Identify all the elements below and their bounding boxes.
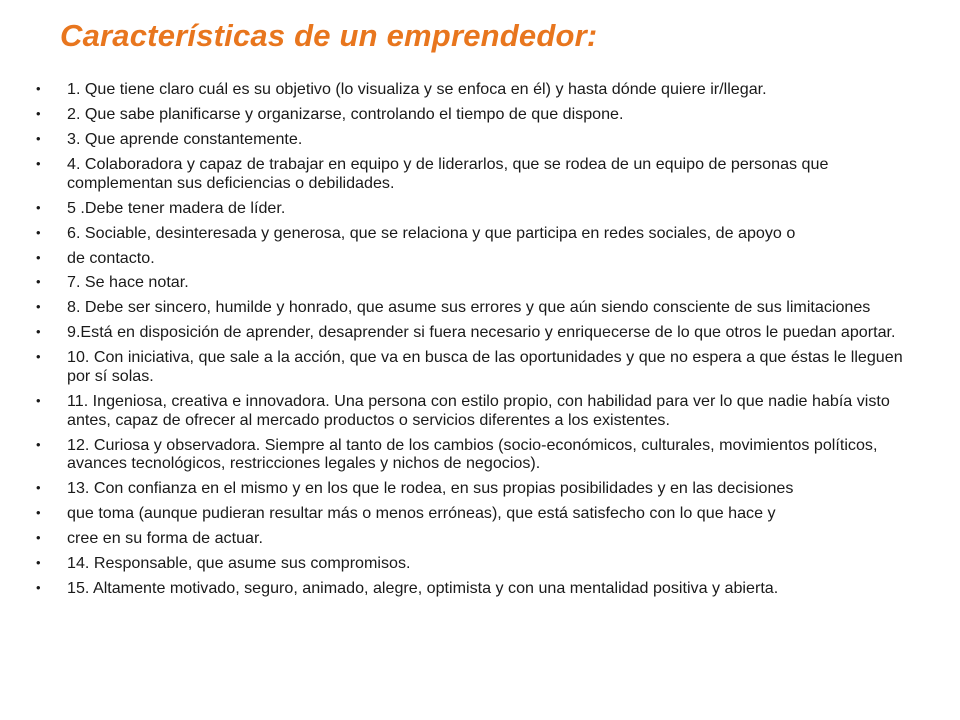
bullet-list [36,80,916,604]
bullet-text: 10. Con iniciativa, que sale a la acción, que va en busca de las oportunidades y que no espera a que éstas le lleguen por sí solas. [67,348,903,386]
bullet-item [36,529,916,548]
slide-title: Características de un emprendedor: [60,18,598,53]
bullet-text: 6. Sociable, desinteresada y generosa, que se relaciona y que participa en redes sociales, de apoyo o [67,223,796,242]
bullet-text: 4. Colaboradora y capaz de trabajar en equipo y de liderarlos, que se rodea de un equipo de personas que complementan sus deficiencias o debilidades. [67,154,829,192]
bullet-text: 5 .Debe tener madera de líder. [67,198,286,217]
bullet-text: 12. Curiosa y observadora. Siempre al tanto de los cambios (socio-económicos, culturales, movimientos políticos, avances tecnológicos, restricciones legales y nichos de negocios). [67,435,878,473]
bullet-item [36,249,916,268]
bullet-dot-icon: • [36,505,41,521]
bullet-item [36,323,916,342]
bullet-dot-icon: • [36,299,41,315]
bullet-item [36,105,916,124]
bullet-item [36,224,916,243]
bullet-text: 14. Responsable, que asume sus compromisos. [67,554,411,573]
bullet-dot-icon: • [36,555,41,571]
bullet-item [36,479,916,498]
bullet-item [36,436,916,473]
bullet-dot-icon: • [36,324,41,340]
bullet-dot-icon: • [36,105,41,121]
bullet-item [36,348,916,385]
bullet-item [36,392,916,429]
bullet-item [36,199,916,218]
bullet-dot-icon: • [36,580,41,596]
bullet-text: 8. Debe ser sincero, humilde y honrado, que asume sus errores y que aún siendo consciente de sus limitaciones [67,298,871,317]
bullet-dot-icon: • [36,81,41,96]
bullet-dot-icon: • [36,224,41,240]
bullet-item [36,80,916,99]
bullet-dot-icon: • [36,530,41,546]
bullet-dot-icon: • [36,436,41,452]
bullet-item [36,579,916,598]
bullet-text: que toma (aunque pudieran resultar más o menos erróneas), que está satisfecho con lo que hace y [67,504,776,523]
bullet-text: 1. Que tiene claro cuál es su objetivo (lo visualiza y se enfoca en él) y hasta dónde quiere ir/llegar. [67,80,767,98]
bullet-dot-icon: • [36,274,41,290]
bullet-item [36,273,916,292]
bullet-dot-icon: • [36,480,41,496]
bullet-item [36,298,916,317]
bullet-dot-icon: • [36,199,41,215]
bullet-item [36,155,916,192]
bullet-text: 9.Está en disposición de aprender, desaprender si fuera necesario y enriquecerse de lo que otros le puedan aportar. [67,323,896,342]
bullet-text: 13. Con confianza en el mismo y en los que le rodea, en sus propias posibilidades y en las decisiones [67,479,794,498]
bullet-text: cree en su forma de actuar. [67,529,263,548]
bullet-text: 15. Altamente motivado, seguro, animado, alegre, optimista y con una mentalidad positiva y abierta. [67,579,779,598]
bullet-dot-icon: • [36,130,41,146]
bullet-text: 7. Se hace notar. [67,273,189,292]
bullet-dot-icon: • [36,155,41,171]
bullet-dot-icon: • [36,349,41,365]
bullet-text: 2. Que sabe planificarse y organizarse, controlando el tiempo de que dispone. [67,104,624,123]
bullet-item [36,504,916,523]
bullet-item [36,554,916,573]
bullet-text: 11. Ingeniosa, creativa e innovadora. Una persona con estilo propio, con habilidad para ver lo que nadie había visto antes, capaz de ofrecer al mercado productos o servicios diferentes a los existentes. [67,392,890,429]
bullet-text: 3. Que aprende constantemente. [67,129,303,148]
bullet-dot-icon: • [36,249,41,265]
bullet-text: de contacto. [67,248,155,267]
bullet-item [36,130,916,149]
bullet-dot-icon: • [36,393,41,409]
